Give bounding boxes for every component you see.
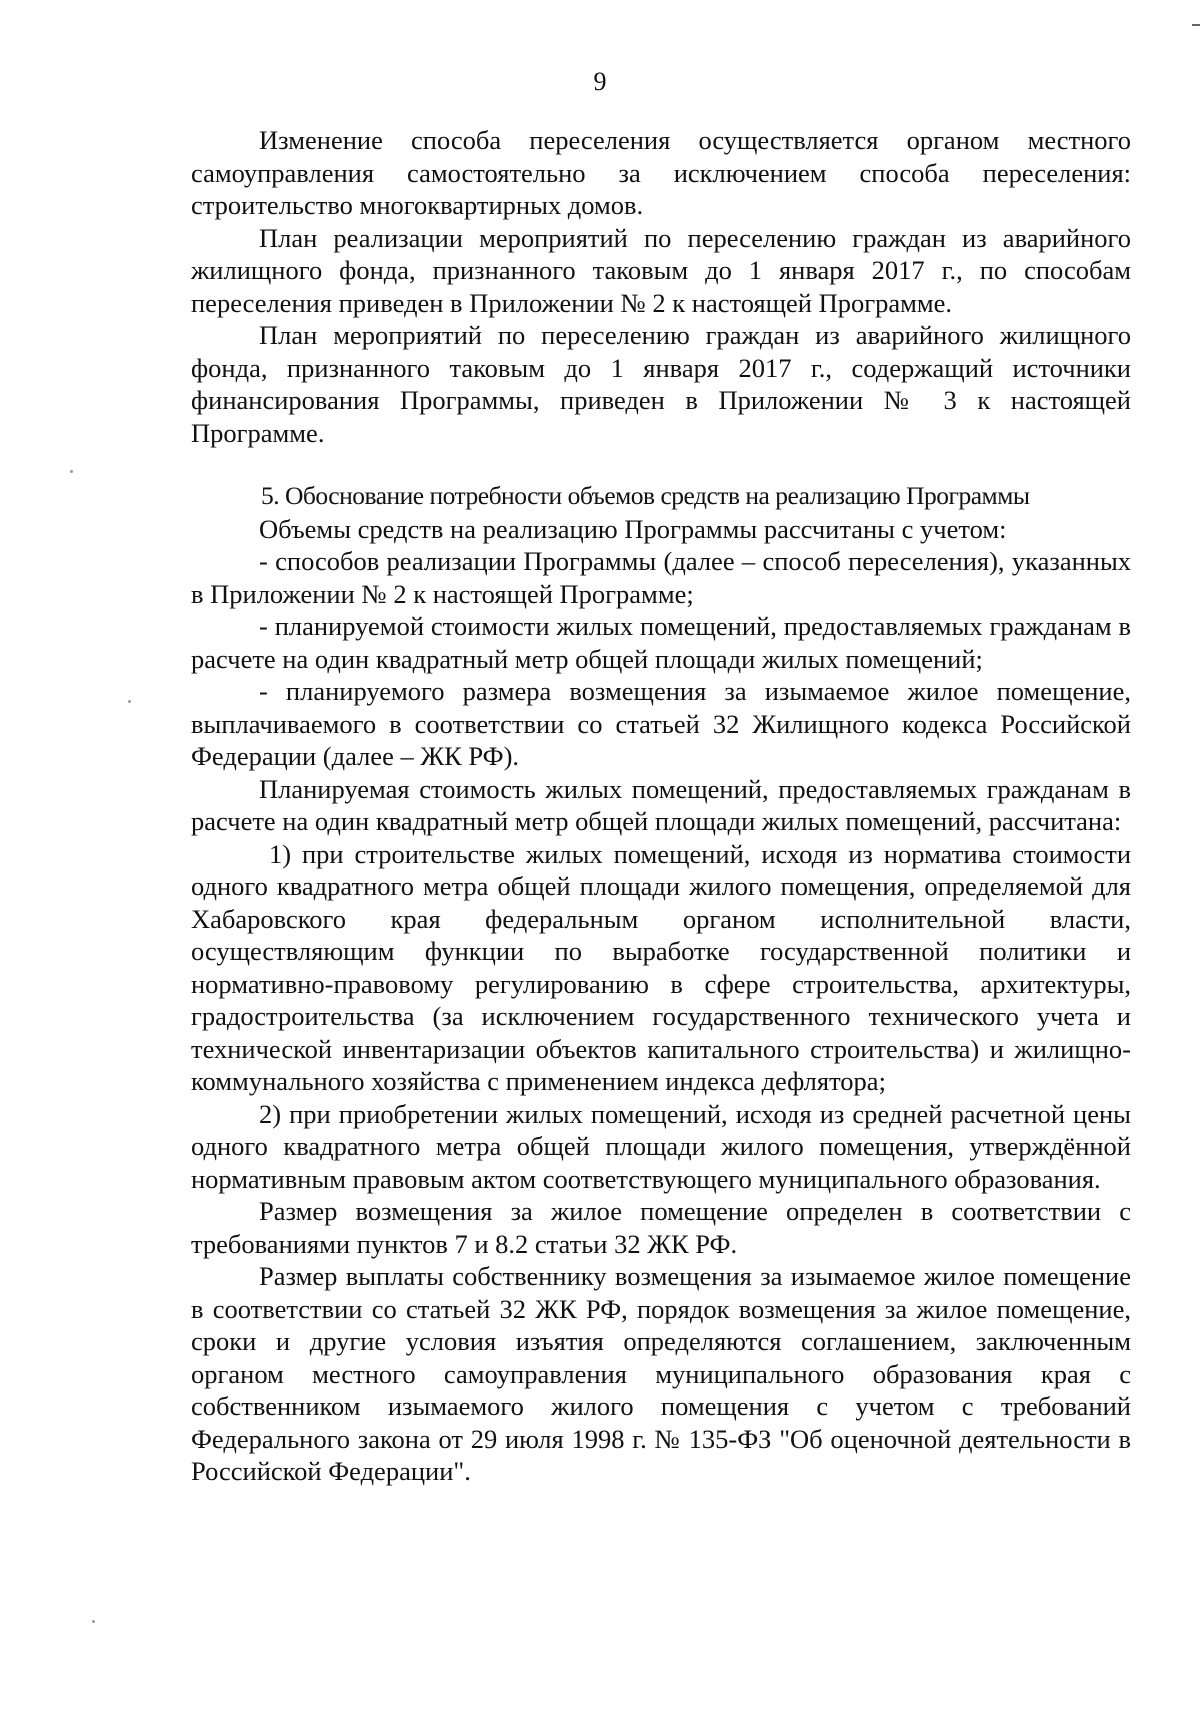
paragraph-financing-plan: План мероприятий по переселению граждан из аварийного жилищного фонда, признанного таковым до 1 января 2017 г., содержащий источники финансирования Программы, приведен в Приложении № 3 к настоящей Программе. (191, 320, 1131, 448)
scan-speck (128, 700, 131, 703)
scan-speck (70, 470, 73, 473)
section-gap (191, 449, 1131, 480)
list-item-planned-cost: - планируемой стоимости жилых помещений, предоставляемых гражданам в расчете на один квадратный метр общей площади жилых помещений; (191, 611, 1131, 674)
section-heading: 5. Обоснование потребности объемов средств на реализацию Программы (261, 481, 1030, 510)
scan-edge-mark (1192, 24, 1200, 26)
page-number: 9 (593, 67, 607, 96)
list-item-compensation-size: - планируемого размера возмещения за изымаемое жилое помещение, выплачиваемого в соответствии со статьей 32 Жилищного кодекса Российской Федерации (далее – ЖК РФ). (191, 676, 1131, 771)
paragraph-funds-basis: Объемы средств на реализацию Программы рассчитаны с учетом: (259, 513, 1007, 544)
paragraph-resettlement-method-change: Изменение способа переселения осуществляется органом местного самоуправления самостоятельно за исключением способа переселения: строительство многоквартирных домов. (191, 125, 1131, 220)
paragraph-compensation-determined: Размер возмещения за жилое помещение определен в соответствии с требованиями пунктов 7 и 8.2 статьи 32 ЖК РФ. (191, 1196, 1131, 1259)
paragraph-implementation-plan: План реализации мероприятий по переселению граждан из аварийного жилищного фонда, признанного таковым до 1 января 2017 г., по способам переселения приведен в Приложении № 2 к настоящей Программе. (191, 222, 1131, 318)
list-item-resettlement-methods: - способов реализации Программы (далее – способ переселения), указанных в Приложении № 2 к настоящей Программе; (191, 546, 1131, 609)
scan-speck (92, 1620, 95, 1623)
list-item-construction: 1) при строительстве жилых помещений, исходя из норматива стоимости одного квадратного метра общей площади жилого помещения, определяемой для Хабаровского края федеральным органом исполнительной власти, осуществляющим функции по выработке государственной политики и нормативно-правовому регулированию в сфере строительства, архитектуры, градостроительства (за исключением государственного технического учета и технической инвентаризации объектов капитального строительства) и жилищно-коммунального хозяйства с применением индекса дефлятора; (191, 838, 1131, 1096)
list-item-acquisition: 2) при приобретении жилых помещений, исходя из средней расчетной цены одного квадратного метра общей площади жилого помещения, утверждённой нормативным правовым актом соответствующего муниципального образования. (191, 1098, 1131, 1194)
paragraph-payment-agreement: Размер выплаты собственнику возмещения за изымаемое жилое помещение в соответствии со статьей 32 ЖК РФ, порядок возмещения за жилое помещение, сроки и другие условия изъятия определяются соглашением, заключенным органом местного самоуправления муниципального образования края с собственником изымаемого жилого помещения с учетом с требований Федерального закона от 29 июля 1998 г. № 135-ФЗ "Об оценочной деятельности в Российской Федерации". (191, 1261, 1131, 1486)
document-body (191, 124, 1131, 1488)
paragraph-planned-cost-calculation: Планируемая стоимость жилых помещений, предоставляемых гражданам в расчете на один квадратный метр общей площади жилых помещений, рассчитана: (191, 773, 1131, 836)
